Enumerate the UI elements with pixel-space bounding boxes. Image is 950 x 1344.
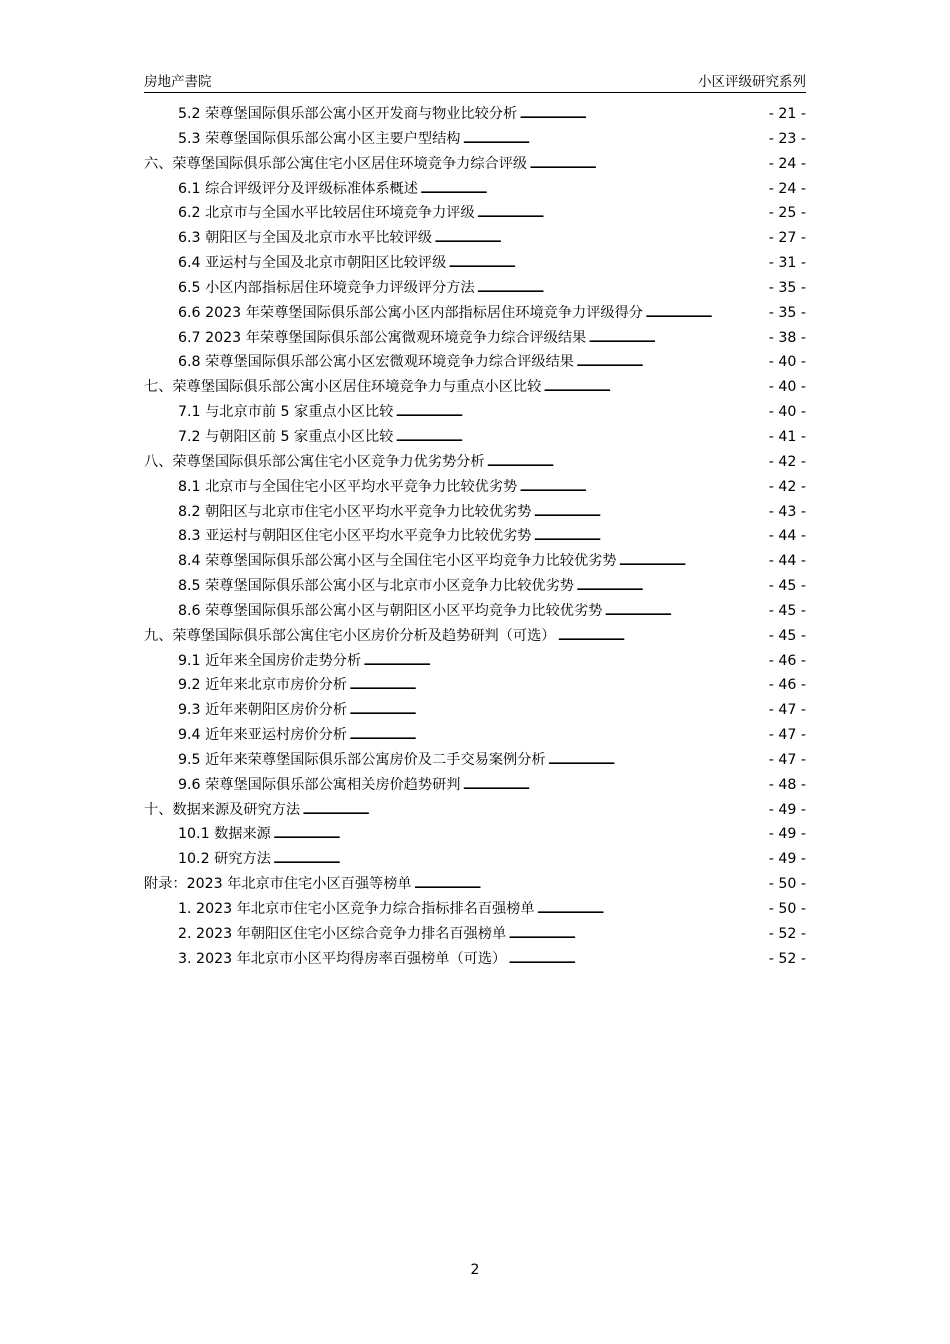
- toc-entry[interactable]: [144, 301, 806, 326]
- toc-entry-page: - 40 -: [768, 354, 806, 371]
- header-series-title: 小区评级研究系列: [698, 74, 806, 90]
- toc-leader-dots: [533, 524, 766, 549]
- toc-entry-title: 6.5 小区内部指标居住环境竞争力评级评分方法: [178, 279, 475, 296]
- toc-entry-page: - 47 -: [768, 702, 806, 719]
- toc-leader-dots: [576, 350, 767, 375]
- toc-entry-title: 7.2 与朝阳区前 5 家重点小区比较: [178, 428, 394, 445]
- toc-entry[interactable]: [144, 822, 806, 847]
- toc-entry-title: 1. 2023 年北京市住宅小区竞争力综合指标排名百强榜单: [178, 901, 535, 917]
- toc-leader-dots: [576, 574, 767, 599]
- toc-leader-dots: [543, 375, 766, 400]
- toc-leader-dots: [363, 649, 767, 674]
- toc-entry[interactable]: [144, 326, 806, 351]
- toc-leader-dots: [508, 947, 766, 972]
- toc-entry-page: - 23 -: [768, 130, 806, 147]
- toc-leader-dots: [395, 425, 766, 450]
- toc-entry-title: 9.2 近年来北京市房价分析: [178, 677, 347, 694]
- toc-entry-page: - 44 -: [768, 553, 806, 570]
- toc-entry[interactable]: [144, 400, 806, 425]
- toc-entry[interactable]: [144, 475, 806, 500]
- toc-entry[interactable]: [144, 897, 806, 922]
- toc-entry-page: - 40 -: [768, 404, 806, 421]
- toc-leader-dots: [414, 872, 767, 897]
- toc-entry-page: - 25 -: [768, 205, 806, 222]
- toc-entry-page: - 24 -: [768, 155, 806, 172]
- page-number: 2: [470, 1262, 480, 1278]
- toc-entry[interactable]: [144, 673, 806, 698]
- toc-entry-title: 5.2 荣尊堡国际俱乐部公寓小区开发商与物业比较分析: [178, 106, 518, 122]
- toc-entry[interactable]: [144, 872, 806, 897]
- toc-entry[interactable]: [144, 549, 806, 574]
- toc-leader-dots: [477, 276, 767, 301]
- toc-entry[interactable]: [144, 177, 806, 202]
- toc-entry-page: - 44 -: [768, 528, 806, 545]
- toc-entry-page: - 42 -: [768, 478, 806, 495]
- toc-entry-page: - 31 -: [768, 255, 806, 272]
- toc-entry-page: - 46 -: [768, 652, 806, 669]
- toc-entry[interactable]: [144, 947, 806, 972]
- toc-entry[interactable]: [144, 201, 806, 226]
- toc-entry-page: - 45 -: [768, 578, 806, 595]
- toc-entry-title: 六、荣尊堡国际俱乐部公寓住宅小区居住环境竞争力综合评级: [144, 155, 528, 172]
- toc-entry-title: 10.2 研究方法: [178, 851, 271, 868]
- toc-entry-page: - 47 -: [768, 751, 806, 768]
- toc-entry[interactable]: [144, 574, 806, 599]
- toc-leader-dots: [604, 599, 766, 624]
- toc-entry-title: 七、荣尊堡国际俱乐部公寓小区居住环境竞争力与重点小区比较: [144, 379, 542, 396]
- toc-entry-title: 8.4 荣尊堡国际俱乐部公寓小区与全国住宅小区平均竞争力比较优劣势: [178, 553, 617, 570]
- toc-entry-page: - 43 -: [768, 503, 806, 520]
- toc-entry-title: 8.6 荣尊堡国际俱乐部公寓小区与朝阳区小区平均竞争力比较优劣势: [178, 602, 603, 619]
- toc-entry-page: - 40 -: [768, 379, 806, 396]
- toc-entry[interactable]: [144, 350, 806, 375]
- toc-entry-title: 6.2 北京市与全国水平比较居住环境竞争力评级: [178, 205, 475, 222]
- toc-entry[interactable]: [144, 748, 806, 773]
- toc-entry[interactable]: [144, 450, 806, 475]
- toc-entry-title: 6.7 2023 年荣尊堡国际俱乐部公寓微观环境竞争力综合评级结果: [178, 329, 587, 346]
- toc-leader-dots: [349, 698, 767, 723]
- toc-entry-page: - 52 -: [768, 925, 806, 942]
- toc-entry-page: - 38 -: [768, 329, 806, 346]
- toc-leader-dots: [477, 201, 767, 226]
- toc-leader-dots: [519, 102, 766, 127]
- toc-entry-page: - 45 -: [768, 627, 806, 644]
- toc-entry-title: 7.1 与北京市前 5 家重点小区比较: [178, 404, 394, 421]
- toc-leader-dots: [434, 226, 767, 251]
- toc-leader-dots: [537, 897, 767, 922]
- toc-leader-dots: [462, 773, 766, 798]
- toc-entry-title: 8.1 北京市与全国住宅小区平均水平竞争力比较优劣势: [178, 478, 518, 495]
- toc-entry-title: 8.3 亚运村与朝阳区住宅小区平均水平竞争力比较优劣势: [178, 528, 532, 545]
- toc-entry[interactable]: [144, 798, 806, 823]
- toc-leader-dots: [420, 177, 767, 202]
- toc-entry[interactable]: [144, 698, 806, 723]
- toc-entry[interactable]: [144, 524, 806, 549]
- toc-entry-title: 6.8 荣尊堡国际俱乐部公寓小区宏微观环境竞争力综合评级结果: [178, 354, 574, 371]
- toc-entry-page: - 48 -: [768, 776, 806, 793]
- page-header: [144, 68, 806, 93]
- toc-entry[interactable]: [144, 152, 806, 177]
- toc-entry[interactable]: [144, 425, 806, 450]
- toc-leader-dots: [273, 822, 767, 847]
- toc-entry[interactable]: [144, 773, 806, 798]
- toc-entry[interactable]: [144, 375, 806, 400]
- toc-entry-page: - 27 -: [768, 230, 806, 247]
- toc-leader-dots: [395, 400, 766, 425]
- toc-entry[interactable]: [144, 624, 806, 649]
- toc-leader-dots: [508, 922, 766, 947]
- toc-entry-title: 八、荣尊堡国际俱乐部公寓住宅小区竞争力优劣势分析: [144, 453, 485, 470]
- toc-leader-dots: [448, 251, 766, 276]
- toc-entry-title: 8.5 荣尊堡国际俱乐部公寓小区与北京市小区竞争力比较优劣势: [178, 578, 574, 595]
- toc-entry-title: 九、荣尊堡国际俱乐部公寓住宅小区房价分析及趋势研判（可选）: [144, 627, 556, 644]
- toc-leader-dots: [349, 723, 767, 748]
- toc-entry[interactable]: [144, 922, 806, 947]
- toc-entry[interactable]: [144, 251, 806, 276]
- toc-entry-title: 9.5 近年来荣尊堡国际俱乐部公寓房价及二手交易案例分析: [178, 751, 546, 768]
- toc-entry-title: 10.1 数据来源: [178, 826, 271, 843]
- toc-leader-dots: [557, 624, 766, 649]
- toc-entry-page: - 45 -: [768, 602, 806, 619]
- toc-entry-page: - 49 -: [768, 801, 806, 818]
- toc-entry-title: 2. 2023 年朝阳区住宅小区综合竞争力排名百强榜单: [178, 925, 507, 942]
- toc-entry[interactable]: [144, 500, 806, 525]
- toc-entry-title: 8.2 朝阳区与北京市住宅小区平均水平竞争力比较优劣势: [178, 503, 532, 520]
- toc-entry[interactable]: [144, 102, 806, 127]
- toc-leader-dots: [487, 450, 767, 475]
- table-of-contents: [144, 102, 806, 972]
- toc-entry-page: - 35 -: [768, 279, 806, 296]
- toc-entry-title: 附录：2023 年北京市住宅小区百强等榜单: [144, 876, 412, 893]
- toc-entry-page: - 49 -: [768, 826, 806, 843]
- toc-leader-dots: [533, 500, 766, 525]
- toc-leader-dots: [302, 798, 767, 823]
- toc-leader-dots: [548, 748, 767, 773]
- toc-entry-page: - 49 -: [768, 851, 806, 868]
- toc-entry-title: 9.3 近年来朝阳区房价分析: [178, 702, 347, 719]
- toc-entry[interactable]: [144, 599, 806, 624]
- toc-entry-title: 6.6 2023 年荣尊堡国际俱乐部公寓小区内部指标居住环境竞争力评级得分: [178, 304, 643, 321]
- toc-leader-dots: [519, 475, 766, 500]
- toc-leader-dots: [349, 673, 767, 698]
- toc-leader-dots: [619, 549, 767, 574]
- toc-entry[interactable]: [144, 226, 806, 251]
- toc-entry-page: - 24 -: [768, 180, 806, 197]
- toc-entry-page: - 50 -: [768, 876, 806, 893]
- header-publisher: 房地产書院: [144, 74, 212, 90]
- toc-entry-title: 9.4 近年来亚运村房价分析: [178, 727, 347, 744]
- toc-entry-title: 十、数据来源及研究方法: [144, 801, 301, 818]
- toc-entry-title: 6.4 亚运村与全国及北京市朝阳区比较评级: [178, 255, 447, 272]
- toc-entry[interactable]: [144, 847, 806, 872]
- toc-leader-dots: [645, 301, 767, 326]
- toc-entry-page: - 35 -: [768, 304, 806, 321]
- toc-entry-title: 9.6 荣尊堡国际俱乐部公寓相关房价趋势研判: [178, 776, 461, 793]
- toc-entry[interactable]: [144, 649, 806, 674]
- toc-entry-title: 6.3 朝阳区与全国及北京市水平比较评级: [178, 230, 433, 247]
- toc-entry-title: 5.3 荣尊堡国际俱乐部公寓小区主要户型结构: [178, 130, 461, 147]
- toc-leader-dots: [462, 127, 766, 152]
- toc-entry-page: - 41 -: [768, 428, 806, 445]
- toc-entry-page: - 46 -: [768, 677, 806, 694]
- toc-entry-page: - 50 -: [768, 901, 806, 917]
- toc-leader-dots: [273, 847, 767, 872]
- toc-entry[interactable]: [144, 127, 806, 152]
- toc-entry-title: 3. 2023 年北京市小区平均得房率百强榜单（可选）: [178, 950, 507, 967]
- toc-leader-dots: [529, 152, 767, 177]
- toc-entry-title: 9.1 近年来全国房价走势分析: [178, 652, 362, 669]
- toc-entry-page: - 47 -: [768, 727, 806, 744]
- toc-entry-page: - 52 -: [768, 950, 806, 967]
- toc-leader-dots: [588, 326, 766, 351]
- toc-entry-title: 6.1 综合评级评分及评级标准体系概述: [178, 180, 418, 197]
- toc-entry[interactable]: [144, 276, 806, 301]
- toc-entry-page: - 42 -: [768, 453, 806, 470]
- toc-entry-page: - 21 -: [768, 106, 806, 122]
- toc-entry[interactable]: [144, 723, 806, 748]
